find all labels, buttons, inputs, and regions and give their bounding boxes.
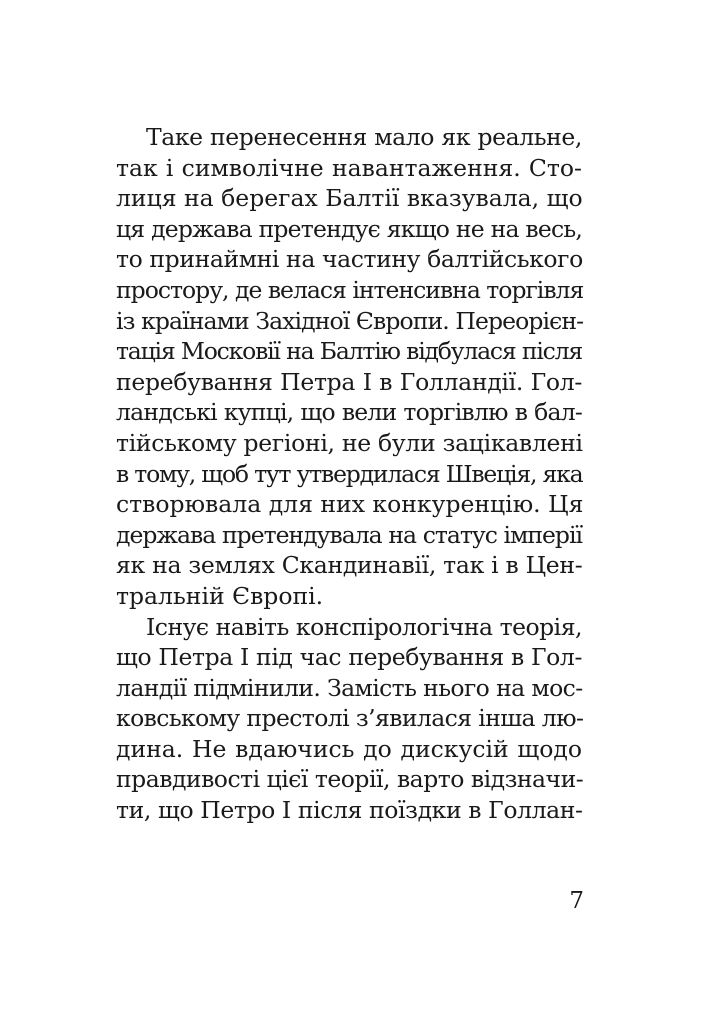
text-line: ковському престолі з’явилася інша лю- <box>116 704 584 733</box>
text-line: тація Московії на Балтію відбулася після <box>116 337 582 366</box>
text-line: в тому, щоб тут утвердилася Швеція, яка <box>116 459 583 488</box>
text-line: створювала для них конкуренцію. Ця <box>116 490 584 519</box>
text-line: із країнами Західної Європи. Переорієн- <box>116 306 584 335</box>
text-line: перебування Петра І в Голландії. Гол- <box>116 367 582 396</box>
text-line: так і символічне навантаження. Сто- <box>116 153 582 182</box>
text-line: правдивості цієї теорії, варто відзначи- <box>116 765 584 794</box>
text-line: тійському регіоні, не були зацікавлені <box>116 428 583 457</box>
text-line: лиця на берегах Балтії вказувала, що <box>116 184 583 213</box>
text-line: як на землях Скандинавії, так і в Цен- <box>116 551 583 580</box>
text-line: тральній Європі. <box>116 581 324 610</box>
text-line: простору, де велася інтенсивна торгівля <box>116 275 584 304</box>
text-line: Таке перенесення мало як реальне, <box>146 123 582 151</box>
text-line: ця держава претендує якщо не на весь, <box>116 214 582 243</box>
text-line: що Петра І під час перебування в Гол- <box>116 643 582 672</box>
text-line: Існує навіть конспірологічна теорія, <box>146 612 582 641</box>
body-text <box>116 122 584 826</box>
text-line: дина. Не вдаючись до дискусій щодо <box>116 734 582 763</box>
text-line: ландські купці, що вели торгівлю в бал- <box>116 398 582 427</box>
text-line: ти, що Петро І після поїздки в Голлан- <box>116 796 583 825</box>
text-line: держава претендувала на статус імперії <box>116 520 582 549</box>
paragraph-1 <box>116 122 584 612</box>
text-line: то принаймні на частину балтійського <box>116 245 583 274</box>
page-number: 7 <box>569 888 584 914</box>
paragraph-2 <box>116 612 584 826</box>
text-line: ландії підмінили. Замість нього на мос- <box>116 673 583 702</box>
